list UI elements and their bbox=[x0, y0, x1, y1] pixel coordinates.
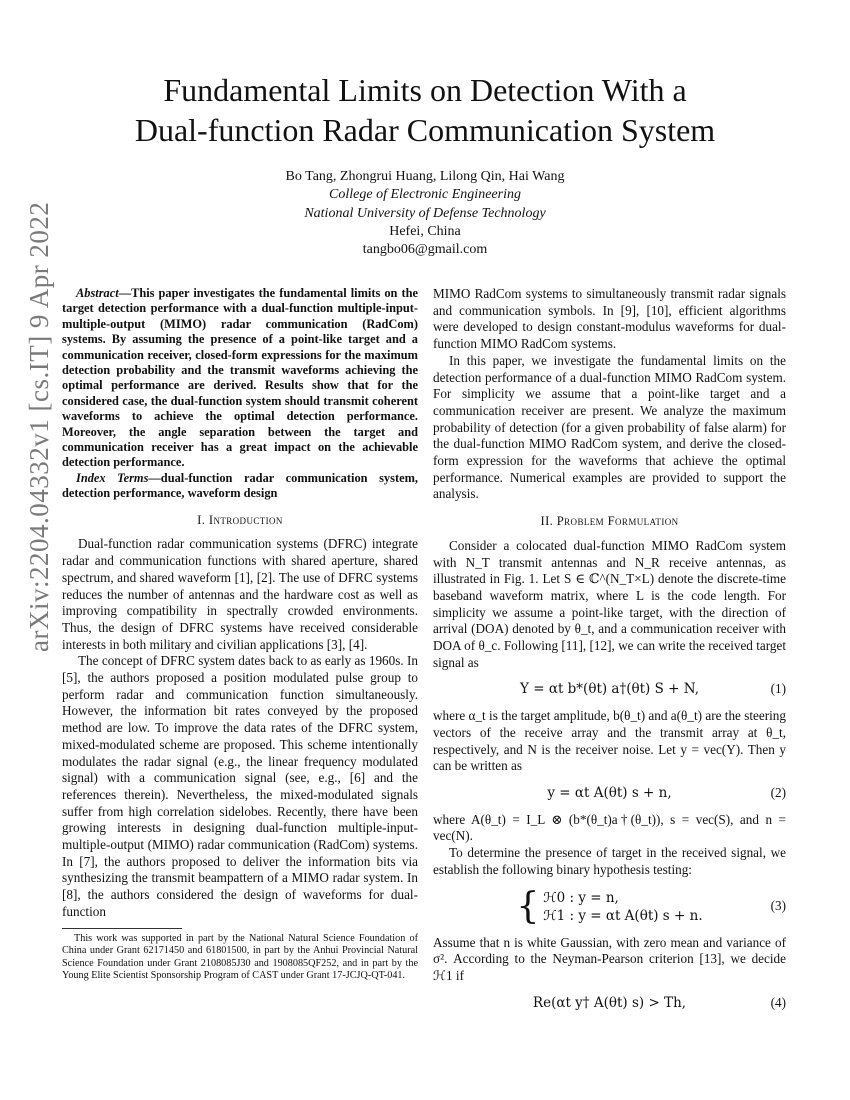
paper-title bbox=[60, 70, 790, 150]
index-terms bbox=[62, 471, 418, 502]
equation-2 bbox=[433, 785, 786, 802]
author-university: National University of Defense Technology bbox=[304, 205, 546, 221]
index-terms-text: —dual-function radar communication system, detection performance, waveform design bbox=[62, 470, 418, 501]
equation-3-brace: { bbox=[516, 885, 540, 927]
equation-4-number: (4) bbox=[770, 994, 786, 1010]
problem-paragraph-2: where α_t is the target amplitude, b(θ_t) and a(θ_t) are the steering vectors of the receive array and the transmit array at θ_t, respectively, and N is the receiver noise. Let y = vec(Y). Then y can be written as bbox=[433, 708, 786, 774]
intro-paragraph-2: The concept of DFRC system dates back to as early as 1960s. In [5], the authors proposed a position modulated pulse group to perform radar and communication function simultaneously. However, the information bit rates conveyed by the proposed method are low. To improve the data rates of the DFRC system, mixed-modulated scheme are proposed. This scheme intentionally modulates the radar signal (e.g., the linear frequency modulated signal) with a communication signal (see, e.g., [6] and the references therein). Nevertheless, the mixed-modulated signals suffer from high correlation sidelobes. Recently, there have been growing interests in designing dual-function multiple-input-multiple-output (MIMO) radar communication (RadCom) systems. In [7], the authors proposed to deliver the information bits via synthesizing the transmit beampattern of a MIMO radar system. In [8], the authors considered the design of waveforms for dual-function bbox=[62, 653, 418, 919]
abstract bbox=[62, 286, 418, 471]
equation-1 bbox=[433, 681, 786, 698]
problem-paragraph-3: where A(θ_t) = I_L ⊗ (b*(θ_t)a†(θ_t)), s = vec(S), and n = vec(N). bbox=[433, 811, 786, 844]
problem-paragraph-5: Assume that n is white Gaussian, with zero mean and variance of σ². According to the Neyman-Pearson criterion [13], we decide ℋ1 if bbox=[433, 934, 786, 983]
right-column bbox=[433, 286, 786, 1021]
equation-1-number: (1) bbox=[770, 681, 786, 697]
equation-2-body: y = αt A(θt) s + n, bbox=[547, 784, 672, 801]
author-college: College of Electronic Engineering bbox=[329, 187, 521, 203]
right-paragraph-1: MIMO RadCom systems to simultaneously transmit radar signals and communication symbols. In [9], [10], efficient algorithms were developed to design constant-modulus waveforms for dual-function MIMO RadCom systems. bbox=[433, 286, 786, 352]
equation-4-body: Re(αt y† A(θt) s) > Th, bbox=[532, 994, 687, 1011]
arxiv-stamp: arXiv:2204.04332v1 [cs.IT] 9 Apr 2022 bbox=[24, 201, 54, 652]
problem-paragraph-4: To determine the presence of target in the received signal, we establish the following binary hypothesis testing: bbox=[433, 845, 786, 877]
index-terms-label: Index Terms bbox=[76, 470, 149, 485]
title-line-2: Dual-function Radar Communication System bbox=[134, 112, 716, 148]
title-line-1: Fundamental Limits on Detection With a bbox=[163, 72, 687, 108]
equation-3-number: (3) bbox=[770, 898, 786, 914]
equation-1-body: Y = αt b*(θt) a†(θt) S + N, bbox=[520, 681, 699, 698]
equation-2-number: (2) bbox=[770, 784, 786, 800]
footnote: This work was supported in part by the National Natural Science Foundation of China under Grant 62171450 and 61801500, in part by the Anhui Provincial Natural Science Foundation under Grant 2108085J30 and 1908085QF252, and in part by the Young Elite Scientist Sponsorship Program of CAST under Grant 17-JCJQ-QT-041. bbox=[62, 933, 418, 982]
author-email: tangbo06@gmail.com bbox=[362, 242, 488, 258]
author-location: Hefei, China bbox=[389, 223, 461, 239]
equation-3-h1: ℋ1 : y = αt A(θt) s + n. bbox=[543, 907, 703, 924]
author-block bbox=[60, 168, 790, 259]
section-heading-introduction: I. Introduction bbox=[197, 512, 283, 527]
problem-paragraph-1: Consider a colocated dual-function MIMO RadCom system with N_T transmit antennas and N_R receive antennas, as illustrated in Fig. 1. Let S ∈ ℂ^(N_T×L) denote the discrete-time baseband waveform matrix, where L is the code length. For simplicity we assume a point-like target, with the direction of arrival (DOA) denoted by θ_t, and a communication receiver with DOA of θ_c. Following [11], [12], we can write the received target signal as bbox=[433, 537, 786, 670]
abstract-label: Abstract bbox=[76, 286, 119, 300]
footnote-rule bbox=[62, 928, 182, 929]
abstract-text: —This paper investigates the fundamental limits on the target detection performance with a dual-function multiple-input-multiple-output (MIMO) radar communication (RadCom) systems. By assuming the presence of a point-like target and a communication receiver, closed-form expressions for the maximum detection probability and the transmit waveforms achieving the optimal performance are derived. Results show that for the considered case, the dual-function system should transmit coherent waveforms to achieve the optimal detection performance. Moreover, the angle separation between the target and communication receiver has a great impact on the achievable detection performance. bbox=[62, 286, 418, 470]
left-column bbox=[62, 286, 418, 921]
equation-3-rows bbox=[543, 889, 702, 925]
equation-4 bbox=[433, 995, 786, 1012]
equation-3-h0: ℋ0 : y = n, bbox=[543, 889, 619, 906]
author-names: Bo Tang, Zhongrui Huang, Lilong Qin, Hai Wang bbox=[285, 169, 565, 184]
equation-3 bbox=[433, 885, 786, 927]
section-heading-problem-formulation: II. Problem Formulation bbox=[540, 514, 679, 529]
right-paragraph-2: In this paper, we investigate the fundamental limits on the detection performance of a dual-function MIMO RadCom system. For simplicity we assume that a point-like target and a communication receiver are present. We analyze the maximum probability of detection (for a given probability of false alarm) for the dual-function MIMO RadCom system, and derive the closed-form expression for the waveforms that achieve the optimal performance. Numerical examples are provided to support the analysis. bbox=[433, 352, 786, 502]
intro-paragraph-1: Dual-function radar communication systems (DFRC) integrate radar and communication functions with shared aperture, shared spectrum, and shared waveform [1], [2]. The use of DFRC systems reduces the number of antennas and the hardware cost as well as improving compatibility in spectrally crowded environments. Thus, the design of DFRC systems have received considerable interests in both military and civilian applications [3], [4]. bbox=[62, 536, 418, 652]
